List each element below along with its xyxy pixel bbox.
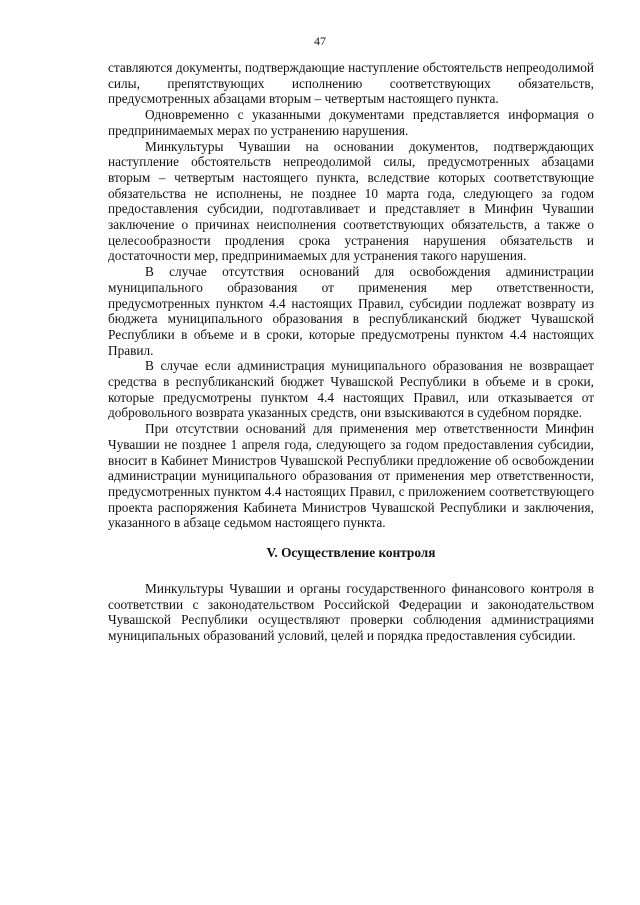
paragraph: В случае если администрация муниципального образования не возвращает средства в республиканский бюджет Чувашской Республики в объеме и в сроки, которые предусмотрены пунктом 4.4 настоящих Правил, или отказывается от добровольного возврата указанных средств, они взыскиваются в судебном порядке. bbox=[108, 358, 594, 421]
section-heading: V. Осуществление контроля bbox=[266, 545, 436, 561]
paragraph: Одновременно с указанными документами представляется информация о предпринимаемых мерах по устранению нарушения. bbox=[108, 107, 594, 138]
section-paragraph: Минкультуры Чувашии и органы государственного финансового контроля в соответствии с законодательством Российской Федерации и законодательством Чувашской Республики осуществляют проверки соблюдения администрациями муниципальных образований условий, целей и порядка предоставления субсидии. bbox=[108, 580, 594, 643]
paragraph: Минкультуры Чувашии на основании документов, подтверждающих наступление обстоятельств непреодолимой силы, предусмотренных абзацами вторым – четвертым настоящего пункта, вследствие которых соответствующие обязательства не исполнены, не позднее 10 марта года, следующего за годом предоставления субсидии, подготавливает и представляет в Минфин Чувашии заключение о причинах неисполнения соответствующих обязательств, а также о целесообразности продления срока устранения нарушения обязательств и достаточности мер, предпринимаемых для устранения такого нарушения. bbox=[108, 138, 594, 264]
document-body bbox=[108, 60, 594, 644]
paragraph: В случае отсутствия оснований для освобождения администрации муниципального образования от применения мер ответственности, предусмотренных пунктом 4.4 настоящих Правил, субсидии подлежат возврату из бюджета муниципального образования в республиканский бюджет Чувашской Республики в объеме и в сроки, которые предусмотрены пунктом 4.4 настоящих Правил. bbox=[108, 264, 594, 358]
page-number: 47 bbox=[314, 34, 326, 48]
paragraph: При отсутствии оснований для применения мер ответственности Минфин Чувашии не позднее 1 апреля года, следующего за годом предоставления субсидии, вносит в Кабинет Министров Чувашской Республики предложение об освобождении администрации муниципального образования от применения мер ответственности, предусмотренных пунктом 4.4 настоящих Правил, с приложением соответствующего проекта распоряжения Кабинета Министров Чувашской Республики и заключения, указанного в абзаце седьмом настоящего пункта. bbox=[108, 421, 594, 531]
paragraph-continuation: ставляются документы, подтверждающие наступление обстоятельств непреодолимой силы, препятствующих исполнению соответствующих обязательств, предусмотренных абзацами вторым – четвертым настоящего пункта. bbox=[108, 60, 594, 107]
